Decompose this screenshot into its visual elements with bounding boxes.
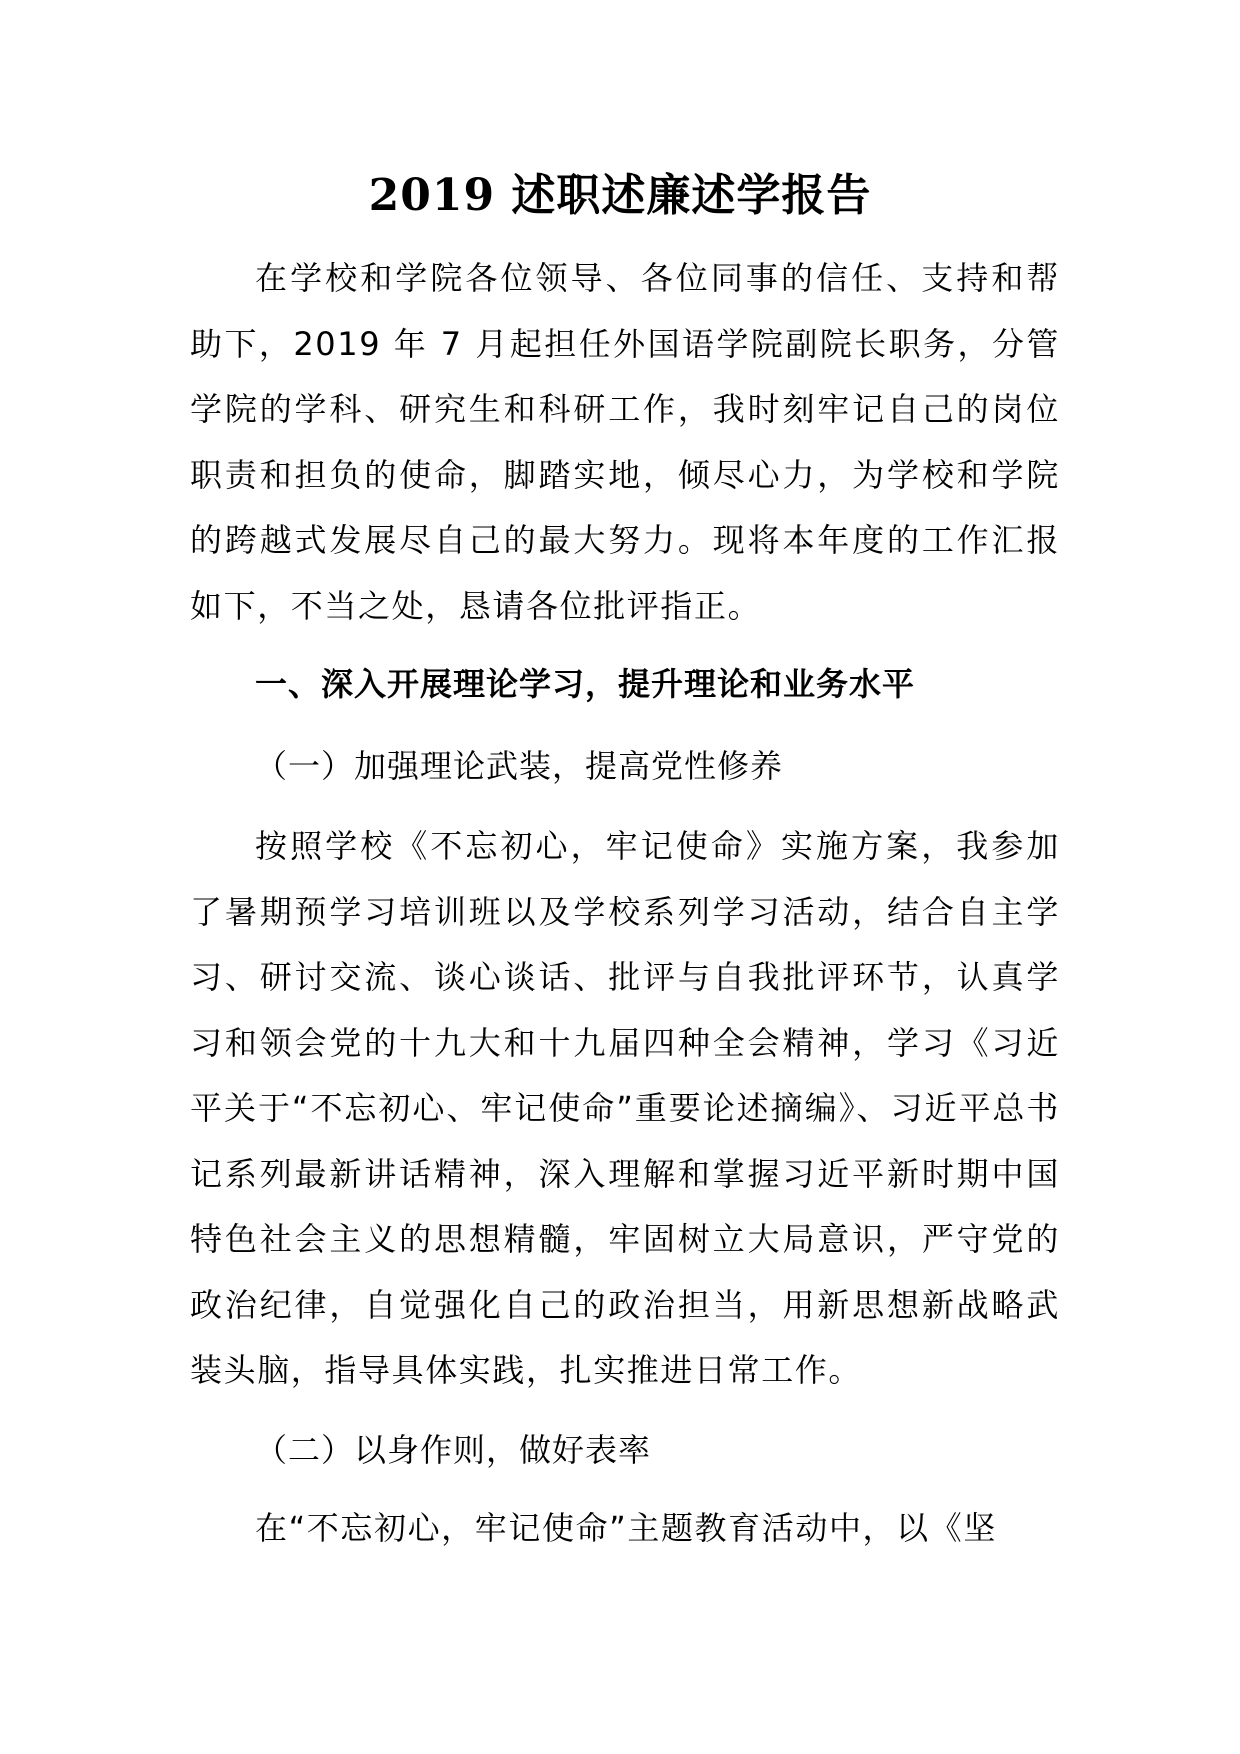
body-paragraph: 按照学校《不忘初心，牢记使命》实施方案，我参加了暑期预学习培训班以及学校系列学习活动，结合自主学习、研讨交流、谈心谈话、批评与自我批评环节，认真学习和领会党的十九大和十九届四种全会精神，学习《习近平关于“不忘初心、牢记使命”重要论述摘编》、习近平总书记系列最新讲话精神，深入理解和掌握习近平新时期中国特色社会主义的思想精髓，牢固树立大局意识，严守党的政治纪律，自觉强化自己的政治担当，用新思想新战略武装头脑，指导具体实践，扎实推进日常工作。: [190, 827, 1060, 1389]
subsection-heading: （二）以身作则，做好表率: [255, 1431, 652, 1469]
intro-paragraph: 在学校和学院各位领导、各位同事的信任、支持和帮助下，2019 年 7 月起担任外国语学院副院长职务，分管学院的学科、研究生和科研工作，我时刻牢记自己的岗位职责和担负的使命，脚踏实地，倾尽心力，为学校和学院的跨越式发展尽自己的最大努力。现将本年度的工作汇报如下，不当之处，恳请各位批评指正。: [190, 259, 1060, 625]
subsection-heading: （一）加强理论武装，提高党性修养: [255, 747, 784, 785]
body-paragraph: 在“不忘初心，牢记使命”主题教育活动中，以《坚: [255, 1509, 997, 1547]
document-title: 2019 述职述廉述学报告: [368, 170, 872, 221]
section-heading: 一、深入开展理论学习，提升理论和业务水平: [255, 665, 916, 703]
